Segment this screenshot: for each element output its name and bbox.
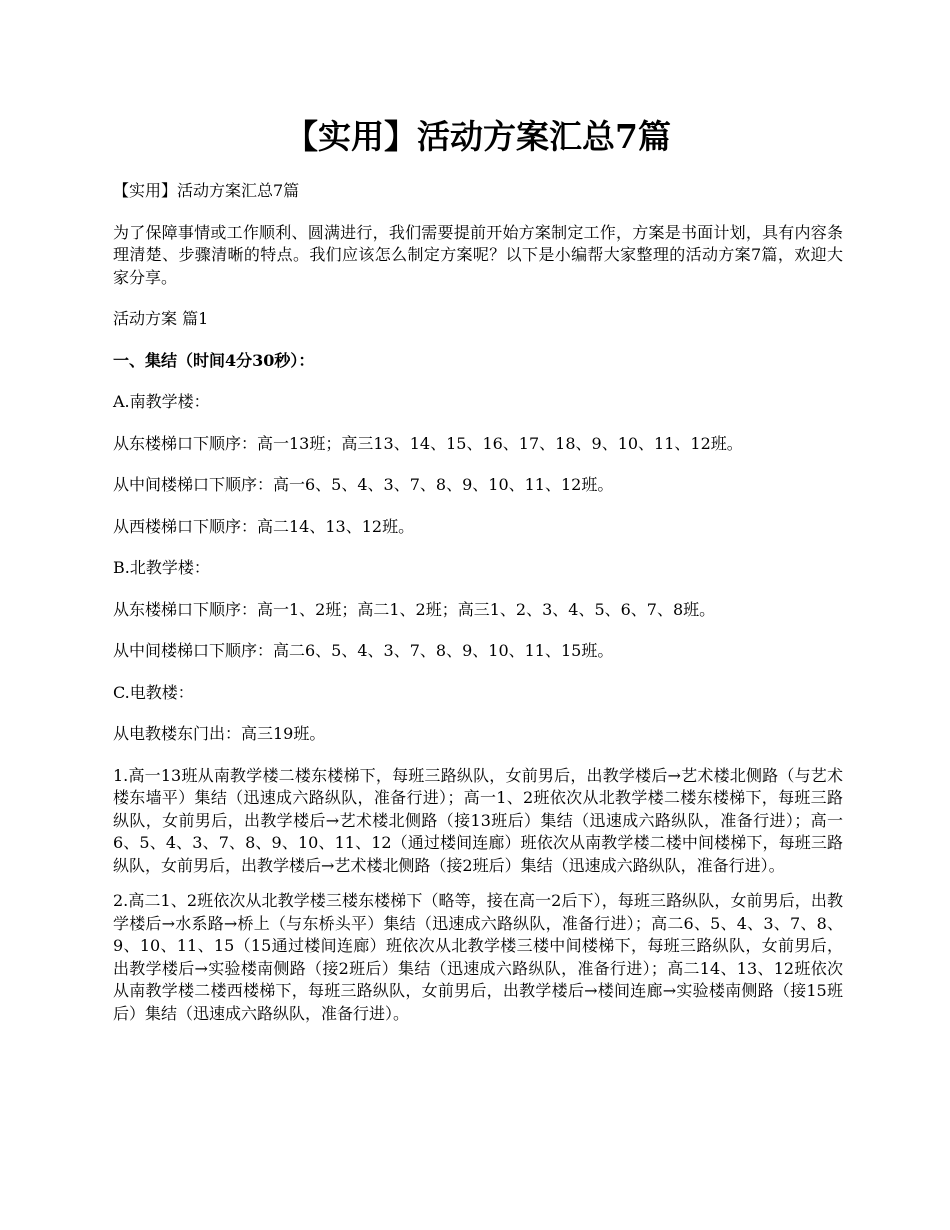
item-paragraph-1: 1.高一13班从南教学楼二楼东楼梯下，每班三路纵队，女前男后，出教学楼后→艺术楼北侧路（与艺术楼东墙平）集结（迅速成六路纵队，准备行进）；高一1、2班依次从北教学楼二楼东楼梯下，每班三路纵队，女前男后，出教学楼后→艺术楼北侧路（接13班后）集结（迅速成六路纵队，准备行进）；高一6、5、4、3、7、8、9、10、11、12（通过楼间连廊）班依次从南教学楼二楼中间楼梯下，每班三路纵队，女前男后，出教学楼后→艺术楼北侧路（接2班后）集结（迅速成六路纵队，准备行进）。 [113,765,843,875]
document-title: 【实用】活动方案汇总7篇 [285,117,671,156]
building-a-line-3: 从西楼梯口下顺序：高二14、13、12班。 [113,516,415,536]
building-b-line-1: 从东楼梯口下顺序：高一1、2班；高二1、2班；高三1、2、3、4、5、6、7、8班。 [113,599,716,619]
building-b-line-2: 从中间楼梯口下顺序：高二6、5、4、3、7、8、9、10、11、15班。 [113,641,614,660]
document-subtitle: 【实用】活动方案汇总7篇 [113,181,300,200]
building-c-line-1: 从电教楼东门出：高三19班。 [113,724,326,743]
building-a-line-1: 从东楼梯口下顺序：高一13班；高三13、14、15、16、17、18、9、10、11、12班。 [113,433,743,453]
section-heading: 一、集结（时间4分30秒）： [113,350,315,370]
building-c-heading: C.电教楼： [113,682,194,702]
section-label: 活动方案 篇1 [113,309,209,328]
intro-paragraph: 为了保障事情或工作顺利、圆满进行，我们需要提前开始方案制定工作，方案是书面计划，具有内容条理清楚、步骤清晰的特点。我们应该怎么制定方案呢？以下是小编帮大家整理的活动方案7篇，欢迎大家分享。 [113,222,843,287]
building-b-heading: B.北教学楼： [113,558,210,577]
document-page [113,0,843,1025]
item-paragraph-2: 2.高二1、2班依次从北教学楼三楼东楼梯下（略等，接在高一2后下），每班三路纵队，女前男后，出教学楼后→水系路→桥上（与东桥头平）集结（迅速成六路纵队，准备行进）；高二6、5、4、3、7、8、9、10、11、15（15通过楼间连廊）班依次从北教学楼三楼中间楼梯下，每班三路纵队，女前男后，出教学楼后→实验楼南侧路（接2班后）集结（迅速成六路纵队，准备行进）；高二14、13、12班依次从南教学楼二楼西楼梯下，每班三路纵队，女前男后，出教学楼后→楼间连廊→实验楼南侧路（接15班后）集结（迅速成六路纵队，准备行进）。 [113,891,843,1023]
building-a-heading: A.南教学楼： [113,392,210,411]
building-a-line-2: 从中间楼梯口下顺序：高一6、5、4、3、7、8、9、10、11、12班。 [113,475,614,494]
